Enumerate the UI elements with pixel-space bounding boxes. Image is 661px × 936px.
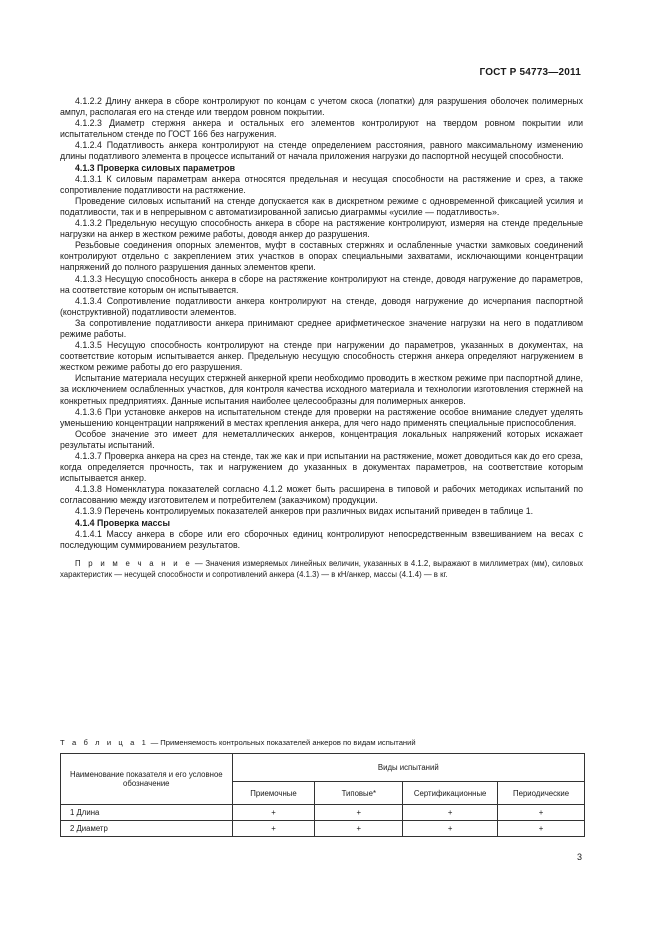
document-body — [60, 96, 583, 580]
section-heading-4-1-4: 4.1.4 Проверка массы — [75, 517, 170, 528]
paragraph: Испытание материала несущих стержней анкерной крепи необходимо проводить в жестком режиме при паспортной длине, за исключением ослабленных участков, для контроля качества исходного материала и технологии изготовления стержней на конкретных предприятиях. Данные испытания наиболее целесообразны для полимерных анкеров. — [60, 373, 583, 406]
table-row — [61, 821, 585, 837]
note-text: — Значения измеряемых линейных величин, указанных в 4.1.2, выражают в миллиметрах (мм), силовых характеристик — несущей способности и сопротивлений анкера (4.1.3) — в кН/анкер, массы (4.1.4) — в кг. — [60, 558, 583, 579]
table-header-group: Виды испытаний — [232, 754, 584, 782]
paragraph-4-1-4-1: 4.1.4.1 Массу анкера в сборе или его сборочных единиц контролируют непосредственным взвешиванием на весах с последующим суммированием результатов. — [60, 528, 583, 550]
table-caption-text: — Применяемость контрольных показателей анкеров по видам испытаний — [148, 738, 416, 747]
paragraph-4-1-2-3: 4.1.2.3 Диаметр стержня анкера и остальных его элементов контролируют на твердом ровном покрытии или испытательном стенде по ГОСТ 166 без нагружения. — [60, 118, 583, 140]
table-header-name: Наименование показателя и его условное обозначение — [61, 754, 233, 805]
page-number: 3 — [576, 852, 582, 862]
paragraph-4-1-3-5: 4.1.3.5 Несущую способность контролируют на стенде при нагружении до параметров, указанных в документах, на соответствие которым испытывается анкер. Предельную несущую способность стержня анкера определяют нагружением в жестком режиме работы до его разрушения. — [60, 340, 583, 373]
table-caption-label: Т а б л и ц а 1 — [60, 738, 149, 747]
note — [60, 558, 583, 580]
table-row — [61, 805, 585, 821]
table-cell: + — [315, 821, 403, 837]
paragraph: Проведение силовых испытаний на стенде допускается как в дискретном режиме с одновременной фиксацией усилия и податливости, так и в непрерывном с автоматизированной записью диаграммы «усилие — податливость». — [60, 195, 583, 217]
section-heading-4-1-3: 4.1.3 Проверка силовых параметров — [75, 162, 235, 173]
paragraph-4-1-2-4: 4.1.2.4 Податливость анкера контролируют на стенде определением расстояния, равного максимальному изменению длины податливого элемента в процессе испытаний от начала приложения нагрузки до паспортной несущей способности. — [60, 140, 583, 162]
table-cell: + — [498, 821, 585, 837]
paragraph: Резьбовые соединения опорных элементов, муфт в составных стержнях и ослабленные участки замковых соединений контролируют отдельно с закреплением этих участков в опорах специальными захватами, исключающими концентрации напряжений до полного разрушения данных элементов крепи. — [60, 240, 583, 273]
paragraph-4-1-3-4: 4.1.3.4 Сопротивление податливости анкера контролируют на стенде, доводя нагружение до исчерпания паспортной (конструктивной) податливости элементов. — [60, 295, 583, 317]
paragraph: За сопротивление податливости анкера принимают среднее арифметическое значение нагрузки на него в податливом режиме работы. — [60, 317, 583, 339]
table-cell: + — [403, 821, 498, 837]
table-cell: + — [232, 805, 315, 821]
table-header-col: Типовые* — [315, 782, 403, 805]
table-cell-name: 2 Диаметр — [61, 821, 233, 837]
document-header: ГОСТ Р 54773—2011 — [479, 67, 581, 78]
paragraph: Особое значение это имеет для неметаллических анкеров, концентрация локальных напряжений которых искажает результаты испытаний. — [60, 428, 583, 450]
table-cell: + — [498, 805, 585, 821]
note-label: П р и м е ч а н и е — [75, 558, 193, 568]
paragraph-4-1-3-2: 4.1.3.2 Предельную несущую способность анкера в сборе на растяжение контролируют, измеряя на стенде предельные нагрузки на анкер в жестком режиме работы, доводя анкер до разрушения. — [60, 218, 583, 240]
paragraph-4-1-3-6: 4.1.3.6 При установке анкеров на испытательном стенде для проверки на растяжение особое внимание следует уделять уменьшению концентрации напряжений в местах крепления анкера, для чего надо применять специальные приспособления. — [60, 406, 583, 428]
paragraph-4-1-3-8: 4.1.3.8 Номенклатура показателей согласно 4.1.2 может быть расширена в типовой и рабочих методиках испытаний по согласованию между изготовителем и потребителем (заказчиком) продукции. — [60, 484, 583, 506]
paragraph-4-1-3-7: 4.1.3.7 Проверка анкера на срез на стенде, так же как и при испытании на растяжение, может доводиться как до его среза, когда определяется прочность, так и нагружением до указанных в документах параметров, на соответствие которым испытывается анкер. — [60, 451, 583, 484]
table-header-col: Периодические — [498, 782, 585, 805]
table-cell: + — [232, 821, 315, 837]
table-header-col: Сертификационные — [403, 782, 498, 805]
paragraph-4-1-3-3: 4.1.3.3 Несущую способность анкера в сборе на растяжение контролируют на стенде, доводя нагружение до параметров, на соответствие которым он испытывается. — [60, 273, 583, 295]
table-cell: + — [315, 805, 403, 821]
table-cell-name: 1 Длина — [61, 805, 233, 821]
table-cell: + — [403, 805, 498, 821]
paragraph-4-1-2-2: 4.1.2.2 Длину анкера в сборе контролируют по концам с учетом скоса (лопатки) для разрушения оболочек полимерных ампул, располагая его на стенде или твердом ровном покрытии. — [60, 96, 583, 118]
applicability-table — [60, 753, 585, 837]
table-caption — [60, 738, 416, 747]
paragraph-4-1-3-9: 4.1.3.9 Перечень контролируемых показателей анкеров при различных видах испытаний приведен в таблице 1. — [75, 506, 534, 517]
table-header-col: Приемочные — [232, 782, 315, 805]
paragraph-4-1-3-1: 4.1.3.1 К силовым параметрам анкера относятся предельная и несущая способности на растяжение и срез, а также сопротивление податливости на растяжение. — [60, 173, 583, 195]
